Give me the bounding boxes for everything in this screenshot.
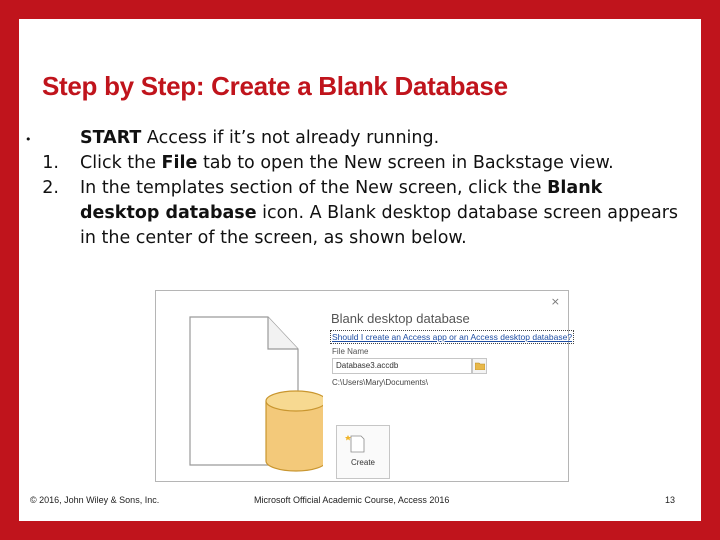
step-2-bold: Blank desktop database bbox=[80, 178, 603, 223]
file-name-label: File Name bbox=[332, 347, 369, 356]
step-2-text-post: icon. A Blank desktop database screen appears in the center of the screen, as shown below. bbox=[80, 203, 679, 248]
browse-button[interactable] bbox=[472, 358, 487, 374]
close-icon[interactable]: × bbox=[550, 295, 560, 308]
footer-copyright: © 2016, John Wiley & Sons, Inc. bbox=[30, 495, 160, 505]
step-1-marker: 1. bbox=[42, 153, 59, 173]
step-1-text-pre: Click the bbox=[80, 153, 162, 173]
step-1 bbox=[19, 151, 701, 176]
database-document-icon bbox=[188, 315, 323, 475]
step-2-text-pre: In the templates section of the New screen, click the bbox=[80, 178, 548, 198]
step-1-bold: File bbox=[161, 153, 198, 173]
step-2-marker: 2. bbox=[42, 178, 59, 198]
blank-database-screenshot bbox=[155, 290, 573, 482]
dialog-heading: Blank desktop database bbox=[331, 311, 470, 326]
slide-title: Step by Step: Create a Blank Database bbox=[42, 71, 508, 101]
create-label: Create bbox=[350, 458, 375, 467]
help-link[interactable]: Should I create an Access app or an Access desktop database? bbox=[332, 332, 573, 342]
footer-course: Microsoft Official Academic Course, Access 2016 bbox=[254, 495, 450, 505]
file-path: C:\Users\Mary\Documents\ bbox=[332, 378, 429, 387]
bullet-text: Access if it’s not already running. bbox=[141, 128, 440, 148]
step-1-text-post: tab to open the New screen in Backstage view. bbox=[197, 153, 614, 173]
new-file-icon bbox=[344, 432, 366, 454]
create-button[interactable] bbox=[336, 425, 390, 479]
bullet-bold-start: START bbox=[80, 128, 142, 148]
bullet-marker: • bbox=[25, 133, 32, 146]
footer-page-number: 13 bbox=[665, 495, 676, 505]
file-name-input[interactable]: Database3.accdb bbox=[332, 358, 472, 374]
bullet-start bbox=[19, 126, 701, 151]
slide-content bbox=[19, 19, 701, 521]
folder-icon bbox=[475, 362, 485, 370]
step-2 bbox=[19, 176, 701, 251]
slide-body bbox=[19, 126, 701, 251]
